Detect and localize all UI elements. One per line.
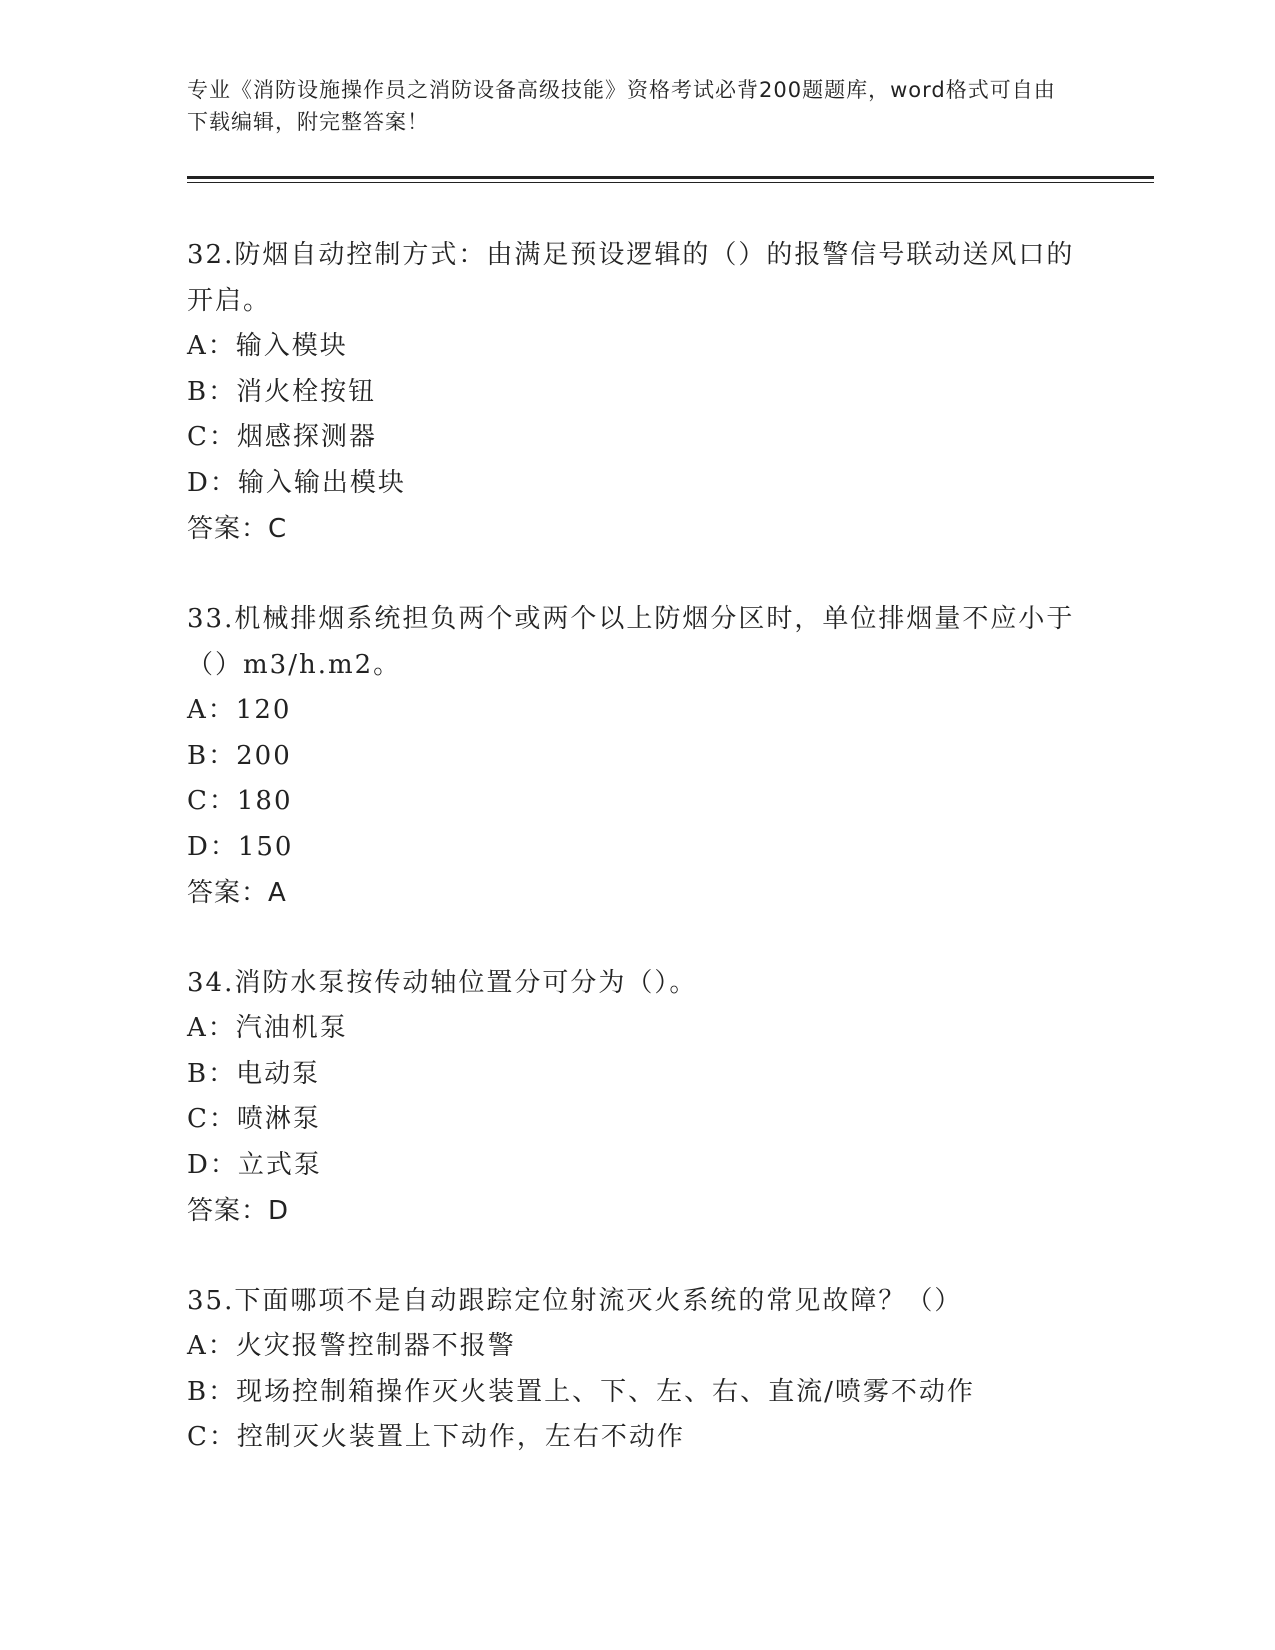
question-stem: 32.防烟自动控制方式：由满足预设逻辑的（）的报警信号联动送风口的开启。 — [187, 240, 1075, 316]
document-header: 专业《消防设施操作员之消防设备高级技能》资格考试必背200题题库，word格式可自由下载编辑，附完整答案！ — [187, 78, 1056, 134]
option-a: A：汽油机泵 — [187, 1013, 348, 1043]
option-a: A：120 — [187, 695, 292, 725]
question-33 — [187, 596, 1087, 916]
header-divider-thick — [187, 176, 1154, 179]
option-c: C：控制灭火装置上下动作，左右不动作 — [187, 1422, 685, 1452]
answer: 答案：C — [187, 514, 288, 544]
header-divider-thin — [187, 182, 1154, 183]
option-a: A：火灾报警控制器不报警 — [187, 1331, 516, 1361]
question-list — [187, 232, 1087, 1505]
option-b: B：200 — [187, 740, 292, 771]
option-b: B：电动泵 — [187, 1058, 321, 1089]
option-a: A：输入模块 — [187, 331, 348, 361]
question-stem: 34.消防水泵按传动轴位置分可分为（）。 — [187, 968, 698, 998]
option-c: C：180 — [187, 786, 293, 816]
option-d: D：输入输出模块 — [187, 467, 406, 498]
question-34 — [187, 960, 1087, 1234]
option-d: D：150 — [187, 831, 294, 862]
option-b: B：现场控制箱操作灭火装置上、下、左、右、直流/喷雾不动作 — [187, 1376, 975, 1407]
option-b: B：消火栓按钮 — [187, 376, 377, 407]
answer: 答案：A — [187, 878, 287, 908]
question-35 — [187, 1278, 1087, 1461]
option-c: C：喷淋泵 — [187, 1104, 321, 1134]
question-32 — [187, 232, 1087, 552]
option-c: C：烟感探测器 — [187, 422, 377, 452]
question-stem: 33.机械排烟系统担负两个或两个以上防烟分区时，单位排烟量不应小于（）m3/h.m2。 — [187, 604, 1075, 680]
option-d: D：立式泵 — [187, 1149, 322, 1180]
question-stem: 35.下面哪项不是自动跟踪定位射流灭火系统的常见故障？（） — [187, 1286, 963, 1316]
answer: 答案：D — [187, 1196, 290, 1226]
